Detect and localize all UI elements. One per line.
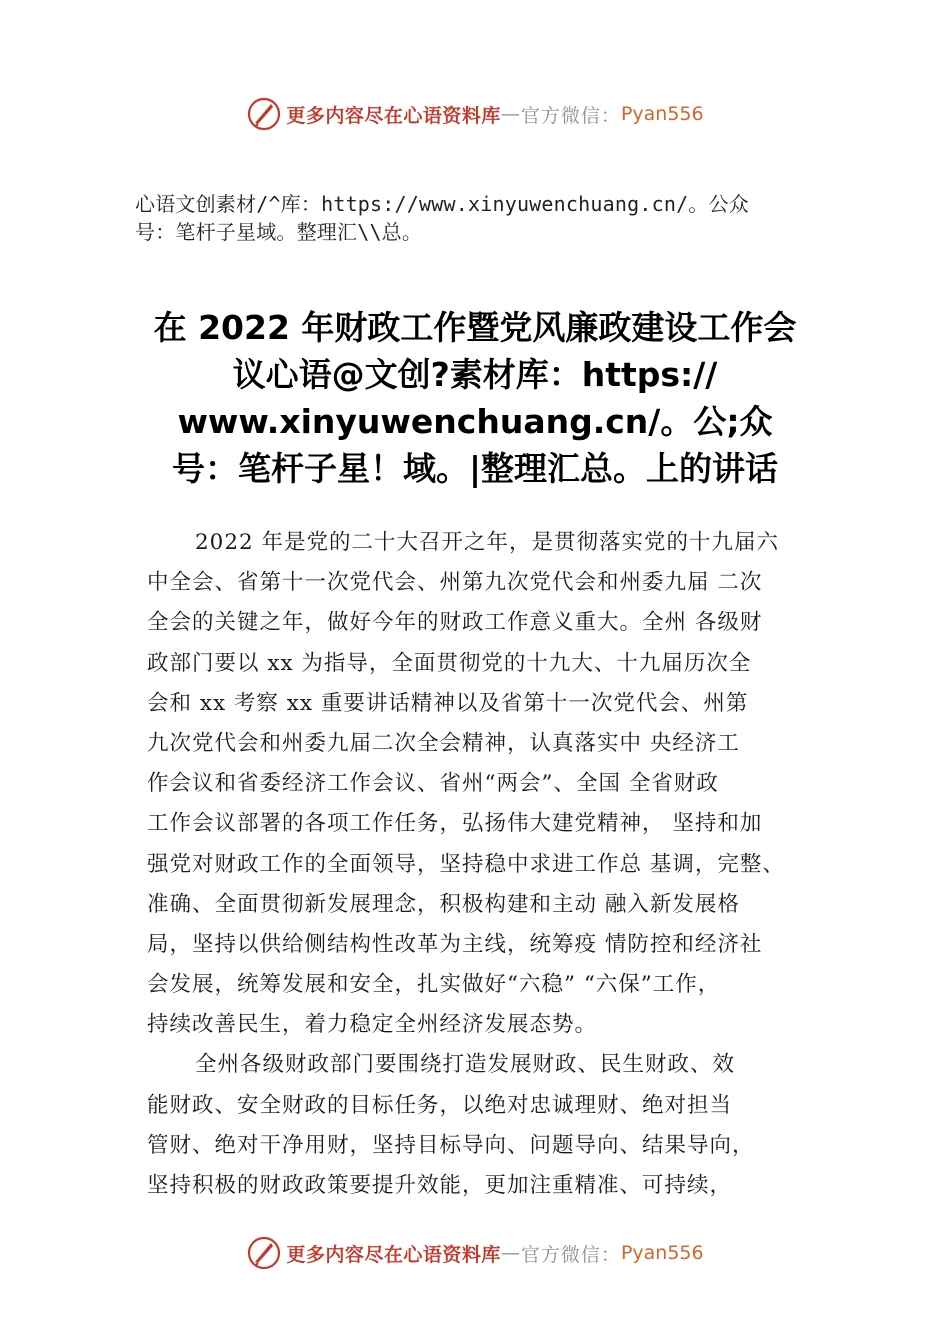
- body-line: 全会的关键之年，做好今年的财政工作意义重大。全州 各级财: [147, 610, 763, 636]
- banner-wechat-id: Pyan556: [620, 103, 704, 125]
- document-body: [147, 528, 847, 1211]
- title-line: 号：笔杆子星！域。|整理汇总。上的讲话: [171, 449, 779, 488]
- body-line: 2022 年是党的二十大召开之年，是贯彻落实党的十九届六: [195, 530, 780, 555]
- body-line: 中全会、省第十一次党代会、州第九次党代会和州委九届 二次: [147, 570, 763, 596]
- banner-sub-text: 官方微信：: [520, 104, 621, 127]
- body-line: 政部门要以 xx 为指导，全面贯彻党的十九大、十九届历次全: [147, 650, 752, 676]
- body-line: 强党对财政工作的全面领导，坚持稳中求进工作总 基调，完整、: [147, 851, 785, 877]
- body-line: 作会议和省委经济工作会议、省州“两会”、全国 全省财政: [147, 771, 719, 797]
- body-line: 持续改善民生，着力稳定全州经济发展态势。: [147, 1012, 598, 1038]
- header-banner: [0, 94, 950, 134]
- source-note-line: 号：笔杆子星域。整理汇\\总。: [135, 220, 423, 244]
- body-line: 全州各级财政部门要围绕打造发展财政、民生财政、效: [195, 1052, 736, 1078]
- body-line: 九次党代会和州委九届二次全会精神，认真落实中 央经济工: [147, 730, 740, 756]
- source-note: [135, 190, 835, 246]
- body-line: 能财政、安全财政的目标任务，以绝对忠诚理财、绝对担当: [147, 1092, 733, 1118]
- body-line: 工作会议部署的各项工作任务，弘扬伟大建党精神， 坚持和加: [147, 811, 763, 837]
- quill-logo-icon: [246, 1235, 282, 1271]
- body-line: 局，坚持以供给侧结构性改革为主线，统筹疫 情防控和经济社: [147, 931, 763, 957]
- banner-wechat-id: Pyan556: [620, 1242, 704, 1264]
- body-line: 管财、绝对干净用财，坚持目标导向、问题导向、结果导向，: [147, 1132, 755, 1158]
- banner-main-text: 更多内容尽在心语资料库: [286, 104, 501, 127]
- body-line: 会发展，统筹发展和安全，扎实做好“六稳” “六保”工作，: [147, 972, 721, 998]
- banner-dash: —: [500, 1242, 521, 1264]
- source-note-line: 心语文创素材/^库：https://www.xinyuwenchuang.cn/。公众: [135, 192, 749, 216]
- body-line: 坚持积极的财政政策要提升效能，更加注重精准、可持续，: [147, 1173, 733, 1198]
- title-line: www.xinyuwenchuang.cn/。公;众: [177, 402, 773, 441]
- quill-logo-icon: [246, 96, 282, 132]
- body-line: 准确、全面贯彻新发展理念，积极构建和主动 融入新发展格: [147, 891, 740, 917]
- banner-sub-text: 官方微信：: [520, 1243, 621, 1266]
- banner-main-text: 更多内容尽在心语资料库: [286, 1243, 501, 1266]
- banner-dash: —: [500, 103, 521, 125]
- document-title: [120, 304, 830, 492]
- title-line: 在 2022 年财政工作暨党风廉政建设工作会: [153, 308, 797, 347]
- body-line: 会和 xx 考察 xx 重要讲话精神以及省第十一次党代会、州第: [147, 690, 749, 716]
- title-line: 议心语@文创?素材库：https://: [232, 355, 718, 394]
- footer-banner: [0, 1233, 950, 1273]
